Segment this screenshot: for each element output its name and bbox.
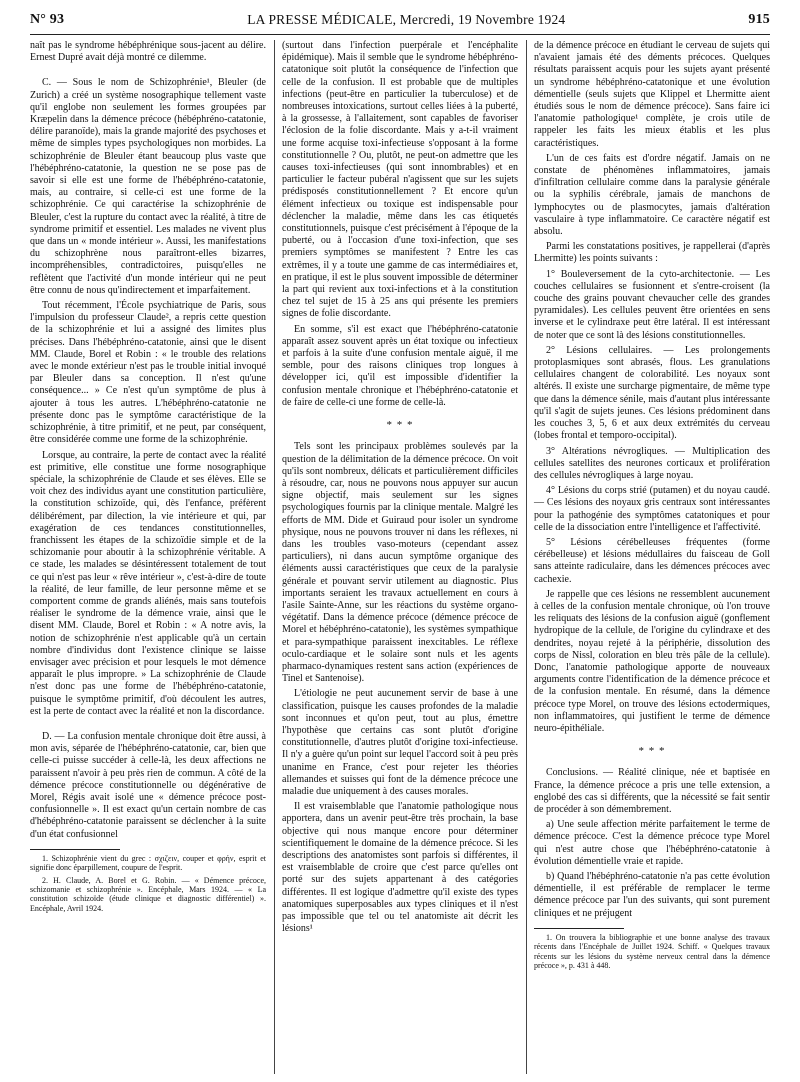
paragraph: L'un de ces faits est d'ordre négatif. Jamais on ne constate de phénomènes inflammatoires, jamais d'infiltration cellulaire comme dans la paralysie générale ou la syphilis cérébrale, jamais de manchons de lymphocytes ou de plasmocytes, jamais d'altération vasculaire à type inflammatoire. Ce caractère négatif est absolu. (534, 152, 770, 238)
footnote: 2. H. Claude, A. Borel et G. Robin. — « Démence précoce, schizomanie et schizophrénie ». Encéphale, Mars 1924. — « La constitution schizoïde (étude clinique et diagnostic différentiel) ». Encéphale, Avril 1924. (30, 875, 266, 913)
conclusions-paragraph: a) Une seule affection mérite parfaitement le terme de démence précoce. C'est la démence précoce type Morel qui n'est autre chose que l'hébéphréno-catatonie à évolution démentielle vraie et rapide. (534, 819, 770, 867)
paragraph: (surtout dans l'infection puerpérale et l'encéphalite épidémique). Mais il semble que le syndrome hébéphréno-catatonique soit plutôt la conséquence de l'infection que celle de la confusion. Il est probable que de multiples infections (peut-être en particulier la tuberculose) et de nombreuses intoxications, surtout celles liées à la puberté, à la grossesse, à l'allaitement, sont capables de favoriser l'éclosion de la folie discordante. Mais y a-t-il vraiment une forme acquise toxi-infectieuse s'opposant à la forme constitutionnelle ? Ou, plutôt, ne peut-on admettre que les causes toxi-infectieuses (qui sont innombrables) et en particulier le facteur pubéral n'agissent que sur les sujets prédisposés constitutionnellement ? Et encore qu'un élément infectieux ou toxique est indispensable pour déclencher la maladie, même dans les cas étiquetés constitutionnels, puisque c'est précisément à l'époque de la puberté, ou à l'occasion d'une toxi-infection, que ses premiers symptômes se manifestent ? Entre les cas extrêmes, il y a toute une gamme de cas intermédiaires et, en pratique, il est le plus souvent impossible de déterminer la part qui revient aux toxi-infections et à la constitution chez tel sujet de 15 à 25 ans qui présente les premiers signes de folie discordante. (282, 40, 518, 320)
paragraph: Tels sont les principaux problèmes soulevés par la question de la délimitation de la démence précoce. On voit qu'ils sont nombreux, délicats et particulièrement difficiles à résoudre, car, nous ne pouvons nous appuyer sur aucun signe objectif, mais seulement sur les signes psychologiques fournis par la clinique mentale. Malgré les efforts de MM. Dide et Guiraud pour isoler un syndrome physique, nous ne pouvons trouver ni dans les réflexes, ni dans les troubles vaso-moteurs (cependant assez particuliers), ni dans aucun symptôme organique des éléments aussi caractéristiques que ceux de la paralysie générale et pouvant servir utilement au diagnostic. Plus importants seraient les travaux actuellement en cours à l'asile Sainte-Anne, sur les réactions du système organo-végétatif. Dans la démence précoce (démence précoce de Morel et hébéphréno-catatonie), les systèmes sympathique et para-sympathique paraissent inexcitables. Le réflexe oculo-cardiaque et le solaire sont nuls et les agents pharmaco-dynamiques restent sans action (expériences de Tinel et Santenoise). (282, 441, 518, 685)
section-ornament: * * * (386, 419, 414, 432)
footnote: 1. On trouvera la bibliographie et une bonne analyse des travaux récents dans l'Encéphale de Juillet 1924. Schiff. « Quelques travaux récents sur les lésions du système nerveux central dans la démence précoce », p. 431 à 448. (534, 932, 770, 971)
issue-number: N° 93 (30, 12, 65, 27)
paragraph: C. — Sous le nom de Schizophrénie¹, Bleuler (de Zurich) a créé un système nosographique tellement vaste qu'il englobe non seulement les formes groupées par Kræpelin dans la démence précoce (hébéphréno-catatonie, délire paranoïde), mais la grande majorité des psychoses et même de simples types psychologiques non morbides. La schizophrénie de Bleuler étant beaucoup plus vaste que l'hébéphréno-catatonie, la question ne se pose pas de savoir si elle est une forme de l'hébéphréno-catatonie, mais, au contraire, si celle-ci est une forme de la schizophrénie. Ce qui caractérise la schizophrénie de Bleuler, c'est la rupture du contact avec la réalité, à titre de syndrome primitif et essentiel. Les malades ne vivent plus que dans un « monde intérieur ». Aussi, les manifestations du schizophrène nous paraîtront-elles bizarres, incompréhensibles, contradictoires, puisqu'elles ne reflètent que l'activité d'un monde intérieur qui ne peut être connu de nous qu'indirectement et imparfaitement. (30, 77, 266, 296)
paragraph: Je rappelle que ces lésions ne ressemblent aucunement à celles de la confusion mentale chronique, où l'on trouve les reliquats des lésions de la confusion aiguë (gonflement hydropique de la cellule, de l'origine du cylindraxe et des dendrites, noyau rejeté à la périphérie, dissolution des corps de Nissl, coloration en bleu très pâle de la cellule). Donc, l'anatomie pathologique apporte de nouveaux arguments contre l'identification de la démence précoce et de la confusion mentale. En résumé, dans la démence précoce type Morel, on trouve des lésions ectodermiques, non inflammatoires, qui justifient le terme de démence neuro-épithéliale. (534, 588, 770, 734)
paragraph: 5° Lésions cérébelleuses fréquentes (forme cérébelleuse) et lésions médullaires du faisceau de Goll sans atteinte radiculaire, dans les démences précoces avec cachexie. (534, 536, 770, 585)
paragraph: Lorsque, au contraire, la perte de contact avec la réalité est primitive, elle constitue une forme nosographique spéciale, la schizophrénie de Claude et ses élèves. Elle se voit chez des individus ayant une constitution particulière, la constitution schizoïde, qui, dès l'enfance, préfèrent délibérément, par dilection, la vie intérieure et qui, par exagération de ces tendances constitutionnelles, franchissent les étapes de la schizoïdie simple et de la schizomanie pour aboutir à la schizophrénie véritable. A ce stade, les malades se désintéressent totalement de tout ce qui n'est pas leur « rêve intérieur », c'est-à-dire de toute la réalité, de leur famille, de leur personne même et se comportent comme de grands aliénés, mais sans toutefois réaliser le syndrome de la démence vraie, ainsi que le disent MM. Claude, Borel et Robin : « A notre avis, la notion de schizophrénie n'est applicable qu'à un certain nombre d'individus dont l'existence clinique se laisse envisager avec précision et pour lesquels le mot démence apparaît le plus impropre. » La schizophrénie de Claude n'est donc pas une forme de l'hébéphréno-catatonie, puisque le symptôme primitif, d'où découlent les autres, est la perte de contact avec la réalité et non la discordance. (30, 449, 266, 717)
paragraph: Parmi les constatations positives, je rappellerai (d'après Lhermitte) les points suivants : (534, 241, 770, 265)
footnote-rule (30, 849, 120, 850)
paragraph: L'étiologie ne peut aucunement servir de base à une classification, puisque les causes profondes de la maladie sont inconnues et qu'on peut, tout au plus, émettre l'hypothèse que certains cas sont plutôt d'origine constitutionnelle, d'autres plutôt d'origine toxi-infectieuse. Il n'y a guère qu'un point sur lequel l'accord soit à peu près unanime en France, c'est pour rejeter les théories allemandes et suisses qui font de la démence précoce une maladie due uniquement à des causes morales. (282, 688, 518, 797)
column-2 (282, 40, 518, 1074)
paragraph: 2° Lésions cellulaires. — Les prolongements protoplasmiques sont abrasés, flous. Les granulations cellulaires changent de colorabilité. Les noyaux sont altérés. Il existe une surcharge pigmentaire, de même type que dans la démence sénile, mais d'autant plus intéressante qu'il s'agit de sujets jeunes. Ces lésions prédominent dans les couches 3, 5, 6 et aux deux extrémités du cerveau (lobes frontal et temporo-occipital). (534, 344, 770, 442)
paragraph: Il est vraisemblable que l'anatomie pathologique nous apportera, dans un avenir peut-être très prochain, la base objective qui nous manque encore pour déterminer scientifiquement le domaine de la démence précoce. Si les descriptions des anatomistes sont parfois si différentes, il est vraisemblable de croire que c'est parce qu'elles ont porté sur des sujets appartenant à des catégories différentes. Il est logique d'admettre qu'il existe des types anatomiques superposables aux types cliniques et il n'est pas impossible que tel ou tel anatomiste ait décrit les lésions¹ (282, 801, 518, 935)
column-3 (534, 40, 770, 1074)
header-rule (30, 34, 770, 35)
paragraph: Tout récemment, l'École psychiatrique de Paris, sous l'impulsion du professeur Claude², a repris cette question de la schizophrénie et lui a assigné des limites plus précises. Dans l'hébéphréno-catatonie, ainsi que le disent MM. Claude, Borel et Robin : « le trouble des relations avec le monde extérieur n'est pas le trouble initial invoqué par Bleuler dans sa conception. Il n'est qu'une conséquence... » Ce n'est qu'un symptôme de plus à ajouter à tous les autres. L'hébéphréno-catatonie ne présente donc pas le symptôme caractéristique de la schizophrénie, à titre primitif, et ne peut, par conséquent, être considérée comme une forme de la schizophrénie. (30, 300, 266, 446)
paragraph: naît pas le syndrome hébéphrénique sous-jacent au délire. Ernest Dupré avait déjà montré ce dilemme. (30, 40, 266, 64)
column-1 (30, 40, 266, 1074)
footnote: 1. Schizophrénie vient du grec : σχιζειν, couper et φρήν, esprit et signifie donc éparpillement, coupure de l'esprit. (30, 853, 266, 873)
section-ornament: * * * (638, 745, 666, 758)
conclusions-paragraph: b) Quand l'hébéphréno-catatonie n'a pas cette évolution démentielle, il est préférable de remplacer le terme démence précoce par l'un des suivants, qui sont purement cliniques et ne préjugent (534, 871, 770, 919)
column-divider (274, 40, 275, 1074)
paragraph: En somme, s'il est exact que l'hébéphréno-catatonie apparaît assez souvent après un état toxique ou infectieux et parfois à la suite d'une confusion mentale aiguë, il me semble, pour des raisons cliniques trop longues à développer ici, qu'il est impossible d'identifier la confusion mentale chronique et l'hébéphréno-catatonie et de faire de celle-ci une forme de celle-là. (282, 323, 518, 408)
paragraph: 4° Lésions du corps strié (putamen) et du noyau caudé. — Ces lésions des noyaux gris centraux sont intéressantes pour la pathogénie des symptômes catatoniques et pour celle de la dissociation entre l'intelligence et l'affectivité. (534, 485, 770, 533)
page-header (30, 6, 770, 34)
column-divider (526, 40, 527, 1074)
paragraph: 1° Bouleversement de la cyto-architectonie. — Les couches cellulaires se fusionnent et s'entre-croisent (la couche des grains pouvant chevaucher celle des grandes pyramidales). Les cellules peuvent être orientées en sens inverse et le cylindraxe peut être latéral. Il est intéressant de noter que ce sont là des lésions constitutionnelles. (534, 268, 770, 341)
paragraph: 3° Altérations névrogliques. — Multiplication des cellules satellites des neurones corticaux et prolifération des cellules névrogliques à large noyau. (534, 445, 770, 481)
conclusions-paragraph: Conclusions. — Réalité clinique, née et baptisée en France, la démence précoce a pris une telle extension, a englobé des cas si différents, que la nécessité se fait sentir de procéder à son démembrement. (534, 767, 770, 815)
paragraph: D. — La confusion mentale chronique doit être aussi, à mon avis, séparée de l'hébéphréno-catatonie, car, bien que celle-ci puisse succéder à celle-là, les deux affections ne paraissent n'avoir à peu près rien de commun. A côté de la démence précoce constitutionnelle ou dégénérative de Morel, Régis avait isolé une « démence précoce post-confusionnelle ». Il est exact qu'un certain nombre de cas d'hébéphréno-catatonie paraissent se déclencher à la suite d'un état confusionnel (30, 730, 266, 840)
paragraph: de la démence précoce en étudiant le cerveau de sujets qui n'avaient jamais été des déments précoces. Quelques résultats paraissent acquis pour les sujets ayant présenté un syndrome hébéphréno-catatonique et une évolution démentielle (seuls sujets que Klippel et Lhermitte aient étudiés sous le nom de démence précoce). Sans faire ici l'anatomie pathologique¹ complète, je crois utile de rappeler les faits les mieux établis et les plus caractéristiques. (534, 40, 770, 149)
journal-title: LA PRESSE MÉDICALE, Mercredi, 19 Novembre 1924 (247, 12, 566, 27)
footnote-rule (534, 928, 624, 929)
page-number: 915 (748, 12, 770, 27)
